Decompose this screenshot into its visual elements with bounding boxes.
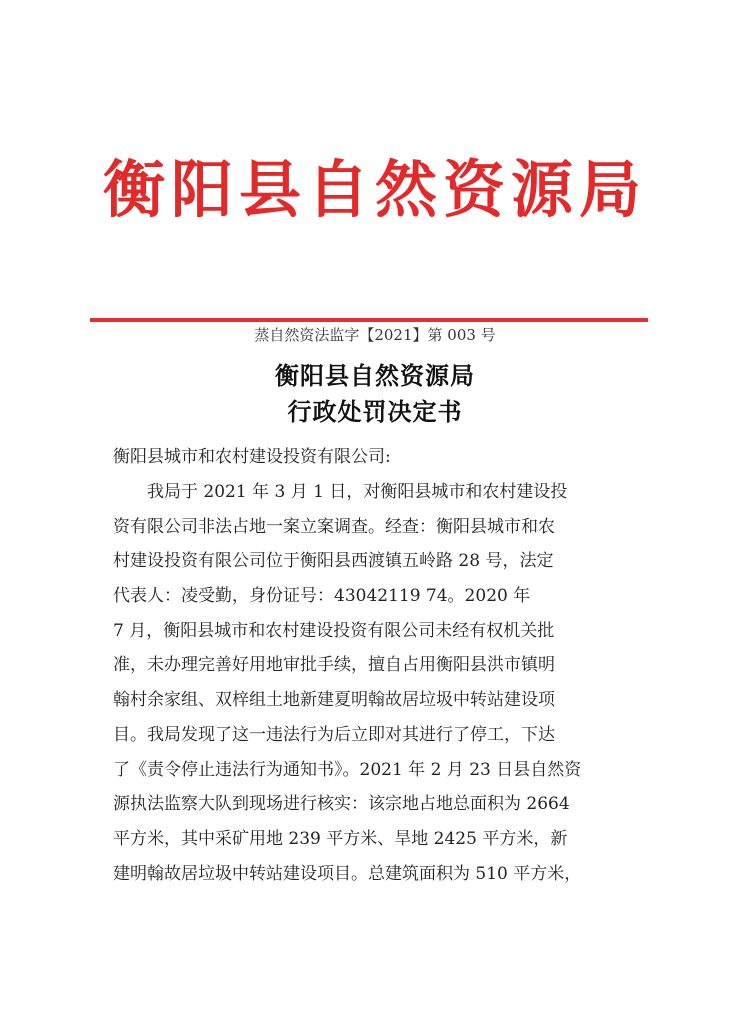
body-line: 资有限公司非法占地一案立案调查。经查：衡阳县城市和农 bbox=[113, 516, 555, 537]
body-line: 平方米，其中采矿用地 239 平方米、旱地 2425 平方米，新 bbox=[113, 828, 568, 849]
document-title-agency: 衡阳县自然资源局 bbox=[275, 362, 475, 390]
body-line: 我局于 2021 年 3 月 1 日，对衡阳县城市和农村建设投 bbox=[147, 482, 568, 502]
letterhead-agency-name: 衡阳县自然资源局 bbox=[102, 153, 647, 226]
body-line: 翰村余家组、双梓组土地新建夏明翰故居垃圾中转站建设项 bbox=[113, 690, 555, 711]
body-line: 目。我局发现了这一违法行为后立即对其进行了停工，下达 bbox=[113, 724, 555, 745]
letterhead-red-rule bbox=[90, 318, 648, 322]
body-line: 村建设投资有限公司位于衡阳县西渡镇五岭路 28 号，法定 bbox=[113, 551, 554, 572]
body-line: 7 月，衡阳县城市和农村建设投资有限公司未经有权机关批 bbox=[113, 620, 555, 641]
body-line: 代表人：凌受勤，身份证号：43042119 74。2020 年 bbox=[113, 586, 531, 607]
salutation: 衡阳县城市和农村建设投资有限公司: bbox=[113, 447, 391, 467]
body-line: 建明翰故居垃圾中转站建设项目。总建筑面积为 510 平方米， bbox=[113, 863, 582, 884]
body-line: 准，未办理完善好用地审批手续，擅自占用衡阳县洪市镇明 bbox=[113, 655, 555, 676]
document-number: 蒸自然资法监字【2021】第 003 号 bbox=[254, 326, 496, 344]
body-text bbox=[113, 475, 633, 891]
document-title-type: 行政处罚决定书 bbox=[287, 398, 463, 426]
body-line: 了《责令停止违法行为通知书》。2021 年 2 月 23 日县自然资 bbox=[113, 759, 582, 780]
body-line: 源执法监察大队到现场进行核实：该宗地占地总面积为 2664 bbox=[113, 794, 570, 815]
